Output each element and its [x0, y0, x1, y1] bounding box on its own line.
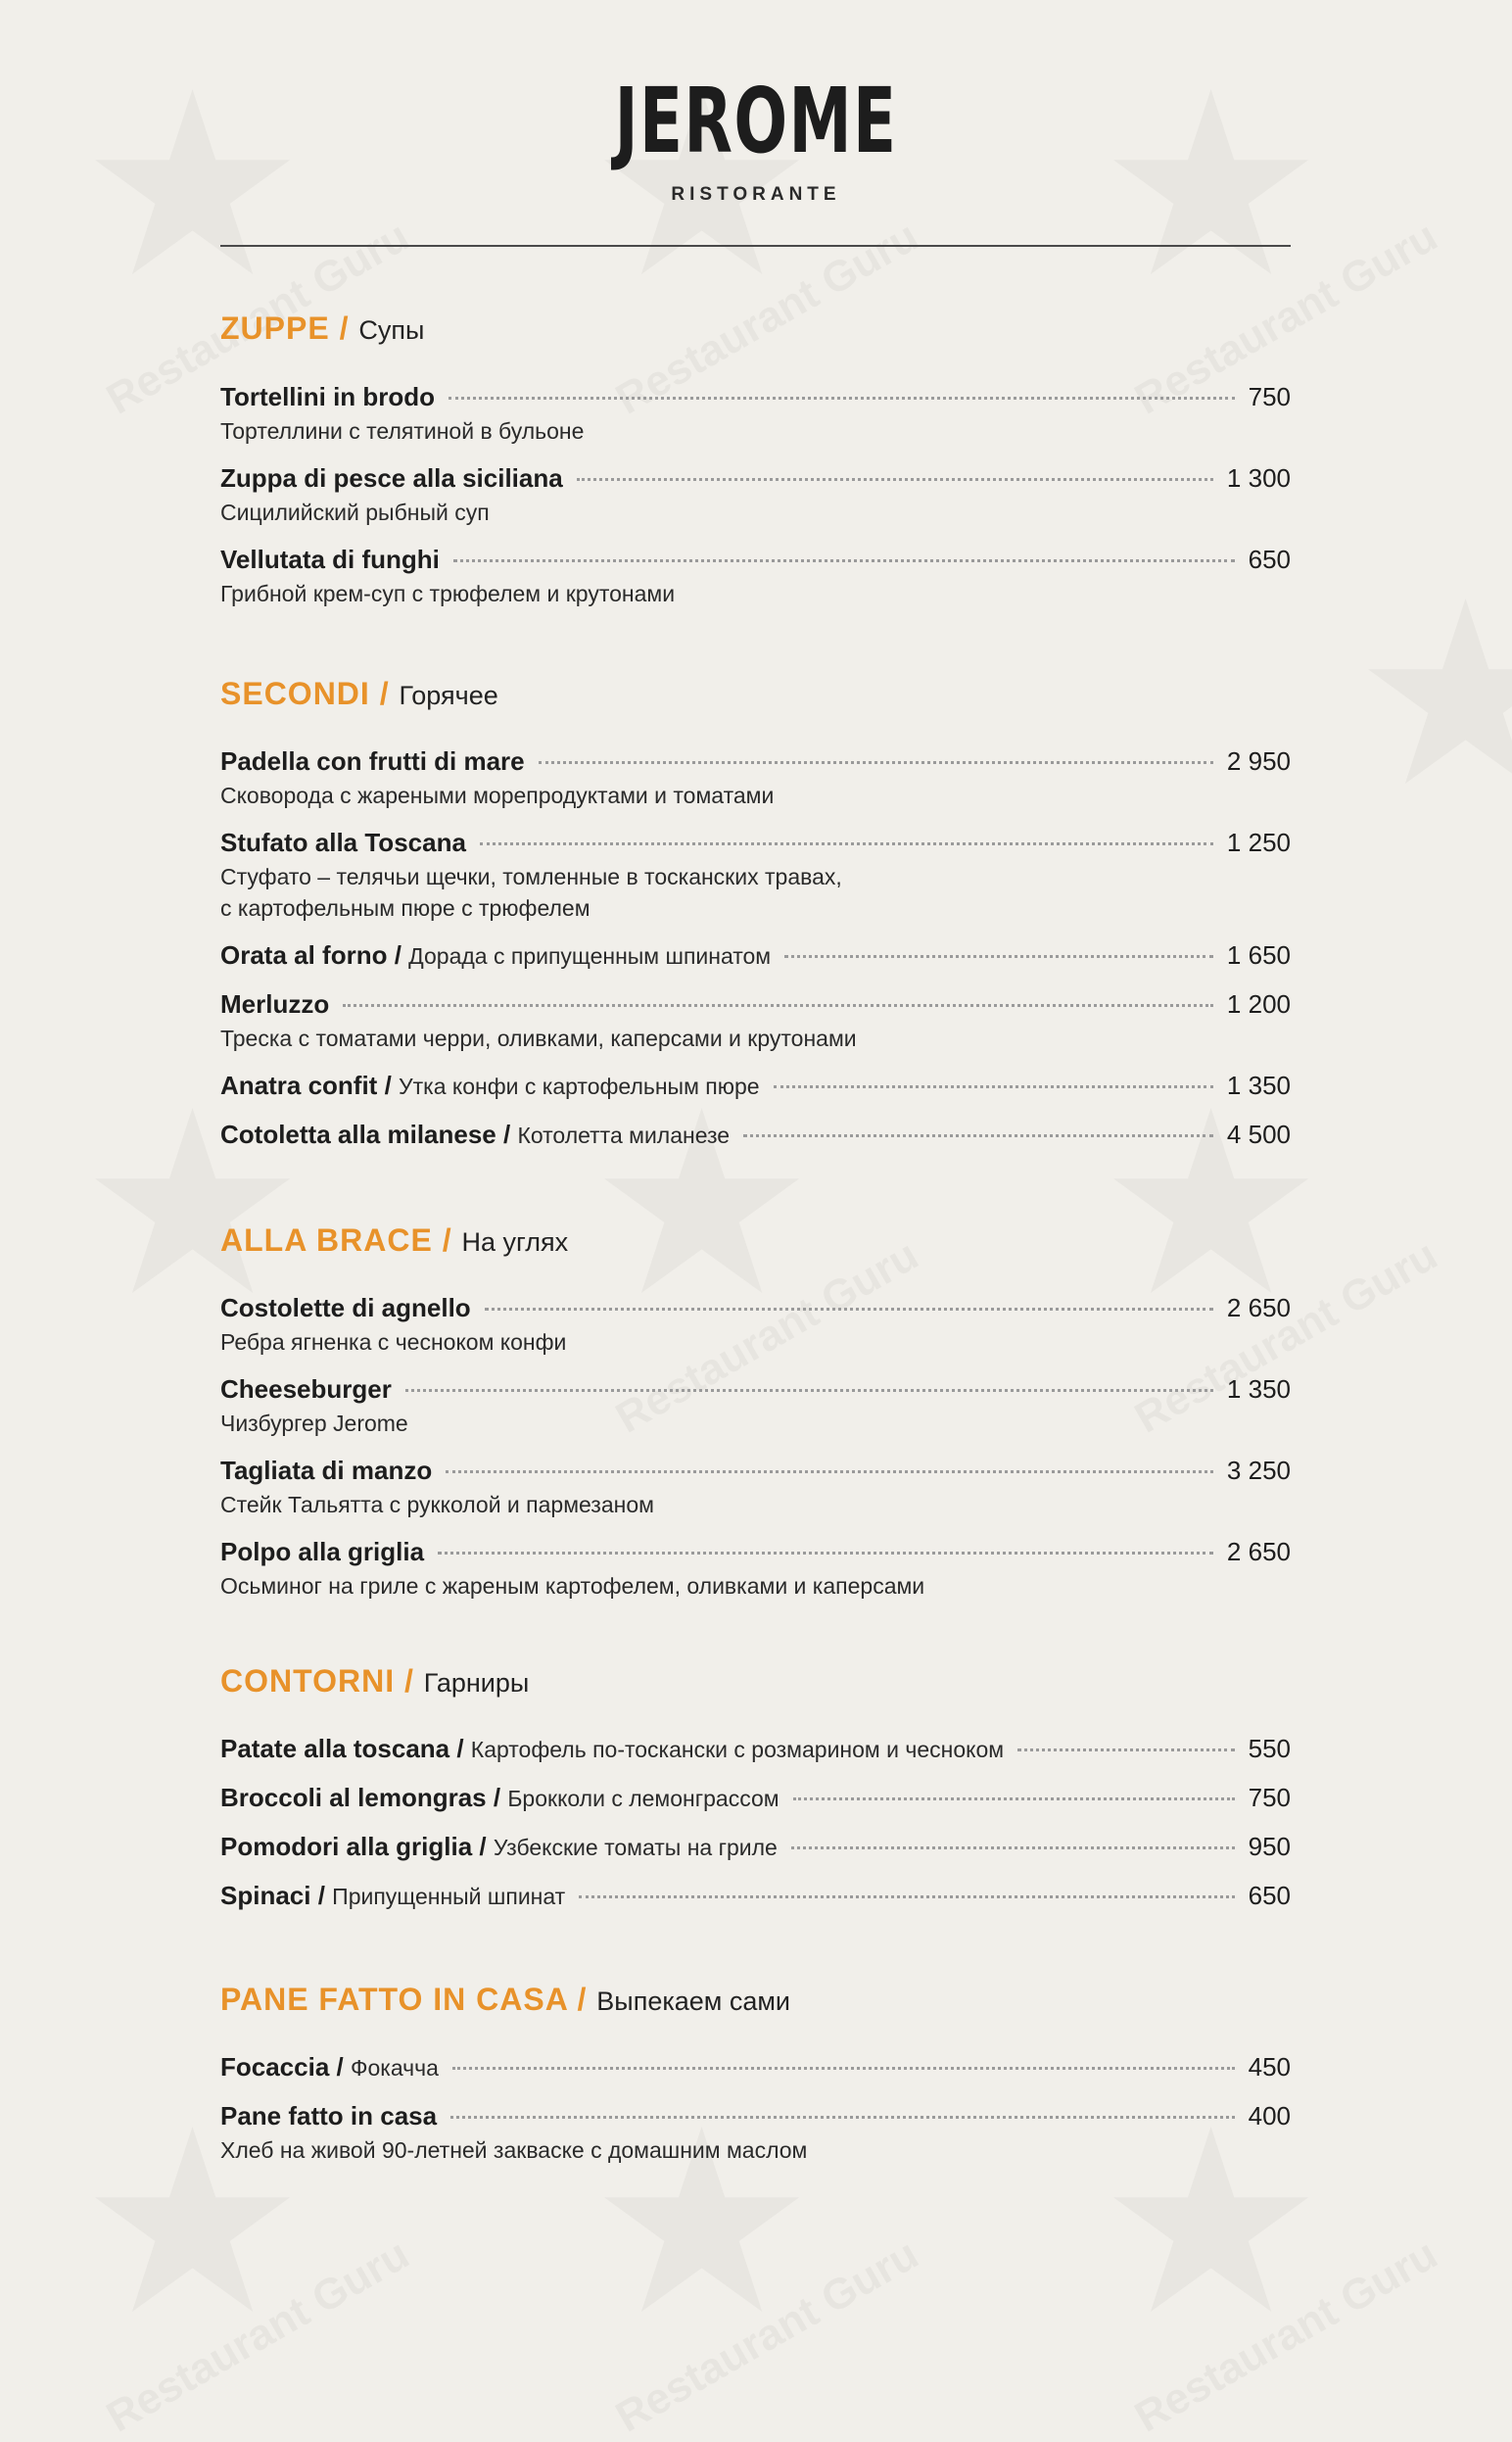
- dot-leader: [453, 559, 1235, 562]
- section-zuppe: [220, 309, 1291, 350]
- item-inline-description: Припущенный шпинат: [332, 1884, 566, 1909]
- item-price: 1 200: [1226, 989, 1291, 1019]
- dot-leader: [438, 1552, 1213, 1555]
- item-name: Orata al forno / Дорада с припущенным шпинатом: [220, 940, 772, 970]
- item-price: 2 650: [1226, 1293, 1291, 1322]
- item-name: Costolette di agnello: [220, 1293, 471, 1322]
- item-description: Хлеб на живой 90-летней закваске с домашним маслом: [220, 2137, 808, 2163]
- item-price: 1 350: [1226, 1071, 1291, 1100]
- dot-leader: [1017, 1748, 1235, 1751]
- restaurant-logo: JEROME: [614, 69, 898, 173]
- dot-leader: [579, 1895, 1234, 1898]
- dot-leader: [539, 761, 1213, 764]
- section-contorni: [220, 1661, 1291, 1702]
- item-name: Polpo alla griglia: [220, 1537, 425, 1566]
- section-secondi: [220, 674, 1291, 715]
- item-name: Pane fatto in casa: [220, 2101, 438, 2131]
- menu-item: [220, 463, 1291, 528]
- item-description: Тортеллини с телятиной в бульоне: [220, 418, 585, 444]
- section-title: ALLA BRACE / На углях: [220, 1222, 569, 1258]
- item-name: Tortellini in brodo: [220, 382, 436, 411]
- menu-item: [220, 1293, 1291, 1358]
- item-name: Cheeseburger: [220, 1374, 392, 1404]
- menu-item: [220, 545, 1291, 609]
- item-description: Чизбургер Jerome: [220, 1411, 408, 1436]
- item-name: Zuppa di pesce alla siciliana: [220, 463, 563, 493]
- menu-item: [220, 1537, 1291, 1602]
- item-inline-description: Картофель по-тоскански с розмарином и чесноком: [470, 1737, 1005, 1762]
- item-price: 2 650: [1226, 1537, 1291, 1566]
- item-description: Грибной крем-суп с трюфелем и крутонами: [220, 581, 676, 606]
- item-price: 650: [1248, 545, 1291, 574]
- dot-leader: [774, 1085, 1213, 1088]
- watermark-star-icon: [1351, 568, 1512, 823]
- section-title: CONTORNI / Гарниры: [220, 1663, 530, 1699]
- dot-leader: [450, 2116, 1235, 2119]
- section-title: PANE FATTO IN CASA / Выпекаем сами: [220, 1982, 790, 2017]
- item-inline-description: Брокколи с лемонграссом: [507, 1786, 780, 1811]
- item-price: 650: [1248, 1881, 1291, 1910]
- item-description: Стуфато – телячьи щечки, томленные в тосканских травах,: [220, 864, 842, 889]
- menu-item: [220, 1734, 1291, 1767]
- item-price: 3 250: [1226, 1456, 1291, 1485]
- item-description: Стейк Тальятта с рукколой и пармезаном: [220, 1492, 654, 1517]
- dot-leader: [743, 1134, 1213, 1137]
- section-title: SECONDI / Горячее: [220, 676, 498, 711]
- menu-item: [220, 2101, 1291, 2166]
- item-name: Pomodori alla griglia / Узбекские томаты на гриле: [220, 1832, 778, 1861]
- item-name: Padella con frutti di mare: [220, 746, 525, 776]
- item-price: 950: [1248, 1832, 1291, 1861]
- menu-item: [220, 828, 1291, 924]
- dot-leader: [449, 397, 1235, 400]
- menu-item: [220, 940, 1291, 974]
- menu-item: [220, 746, 1291, 811]
- dot-leader: [793, 1797, 1235, 1800]
- menu-item: [220, 382, 1291, 447]
- dot-leader: [452, 2067, 1235, 2070]
- item-name: Patate alla toscana / Картофель по-тоскански с розмарином и чесноком: [220, 1734, 1005, 1763]
- item-inline-description: Узбекские томаты на гриле: [493, 1835, 778, 1860]
- item-name: Stufato alla Toscana: [220, 828, 466, 857]
- item-description: Сицилийский рыбный суп: [220, 500, 490, 525]
- item-price: 2 950: [1226, 746, 1291, 776]
- dot-leader: [577, 478, 1213, 481]
- dot-leader: [784, 955, 1213, 958]
- dot-leader: [480, 842, 1213, 845]
- item-name: Focaccia / Фокачча: [220, 2052, 439, 2082]
- dot-leader: [791, 1846, 1235, 1849]
- menu-item: [220, 1832, 1291, 1865]
- item-name: Broccoli al lemongras / Брокколи с лемонграссом: [220, 1783, 780, 1812]
- item-description-line-2: с картофельным пюре с трюфелем: [220, 895, 591, 921]
- dot-leader: [405, 1389, 1213, 1392]
- item-price: 1 250: [1226, 828, 1291, 857]
- item-price: 750: [1248, 382, 1291, 411]
- dot-leader: [485, 1308, 1213, 1311]
- item-name: Anatra confit / Утка конфи с картофельным пюре: [220, 1071, 760, 1100]
- menu-item: [220, 1120, 1291, 1153]
- menu-item: [220, 1881, 1291, 1914]
- item-price: 450: [1248, 2052, 1291, 2082]
- item-name: Spinaci / Припущенный шпинат: [220, 1881, 566, 1910]
- item-price: 4 500: [1226, 1120, 1291, 1149]
- dot-leader: [343, 1004, 1213, 1007]
- item-price: 750: [1248, 1783, 1291, 1812]
- item-inline-description: Котолетта миланезе: [517, 1123, 731, 1148]
- item-description: Треска с томатами черри, оливками, каперсами и крутонами: [220, 1026, 857, 1051]
- section-alla-brace: [220, 1221, 1291, 1262]
- item-price: 1 300: [1226, 463, 1291, 493]
- menu-item: [220, 1456, 1291, 1520]
- item-name: Vellutata di funghi: [220, 545, 440, 574]
- item-description: Ребра ягненка с чесноком конфи: [220, 1329, 567, 1355]
- item-name: Merluzzo: [220, 989, 330, 1019]
- item-price: 1 650: [1226, 940, 1291, 970]
- menu-item: [220, 989, 1291, 1054]
- item-inline-description: Дорада с припущенным шпинатом: [408, 943, 772, 969]
- section-pane: [220, 1980, 1291, 2021]
- item-price: 400: [1248, 2101, 1291, 2131]
- header-divider: [220, 245, 1291, 247]
- menu-item: [220, 1783, 1291, 1816]
- menu-item: [220, 2052, 1291, 2085]
- item-inline-description: Фокачча: [350, 2055, 439, 2081]
- item-name: Cotoletta alla milanese / Котолетта миланезе: [220, 1120, 731, 1149]
- restaurant-subtitle: RISTORANTE: [671, 184, 841, 205]
- item-description: Осьминог на гриле с жареным картофелем, оливками и каперсами: [220, 1573, 925, 1599]
- dot-leader: [446, 1470, 1213, 1473]
- menu-item: [220, 1374, 1291, 1439]
- item-price: 550: [1248, 1734, 1291, 1763]
- menu-item: [220, 1071, 1291, 1104]
- item-price: 1 350: [1226, 1374, 1291, 1404]
- item-inline-description: Утка конфи с картофельным пюре: [399, 1074, 760, 1099]
- section-title: ZUPPE / Супы: [220, 311, 425, 346]
- item-name: Tagliata di manzo: [220, 1456, 433, 1485]
- item-description: Сковорода с жареными морепродуктами и томатами: [220, 783, 775, 808]
